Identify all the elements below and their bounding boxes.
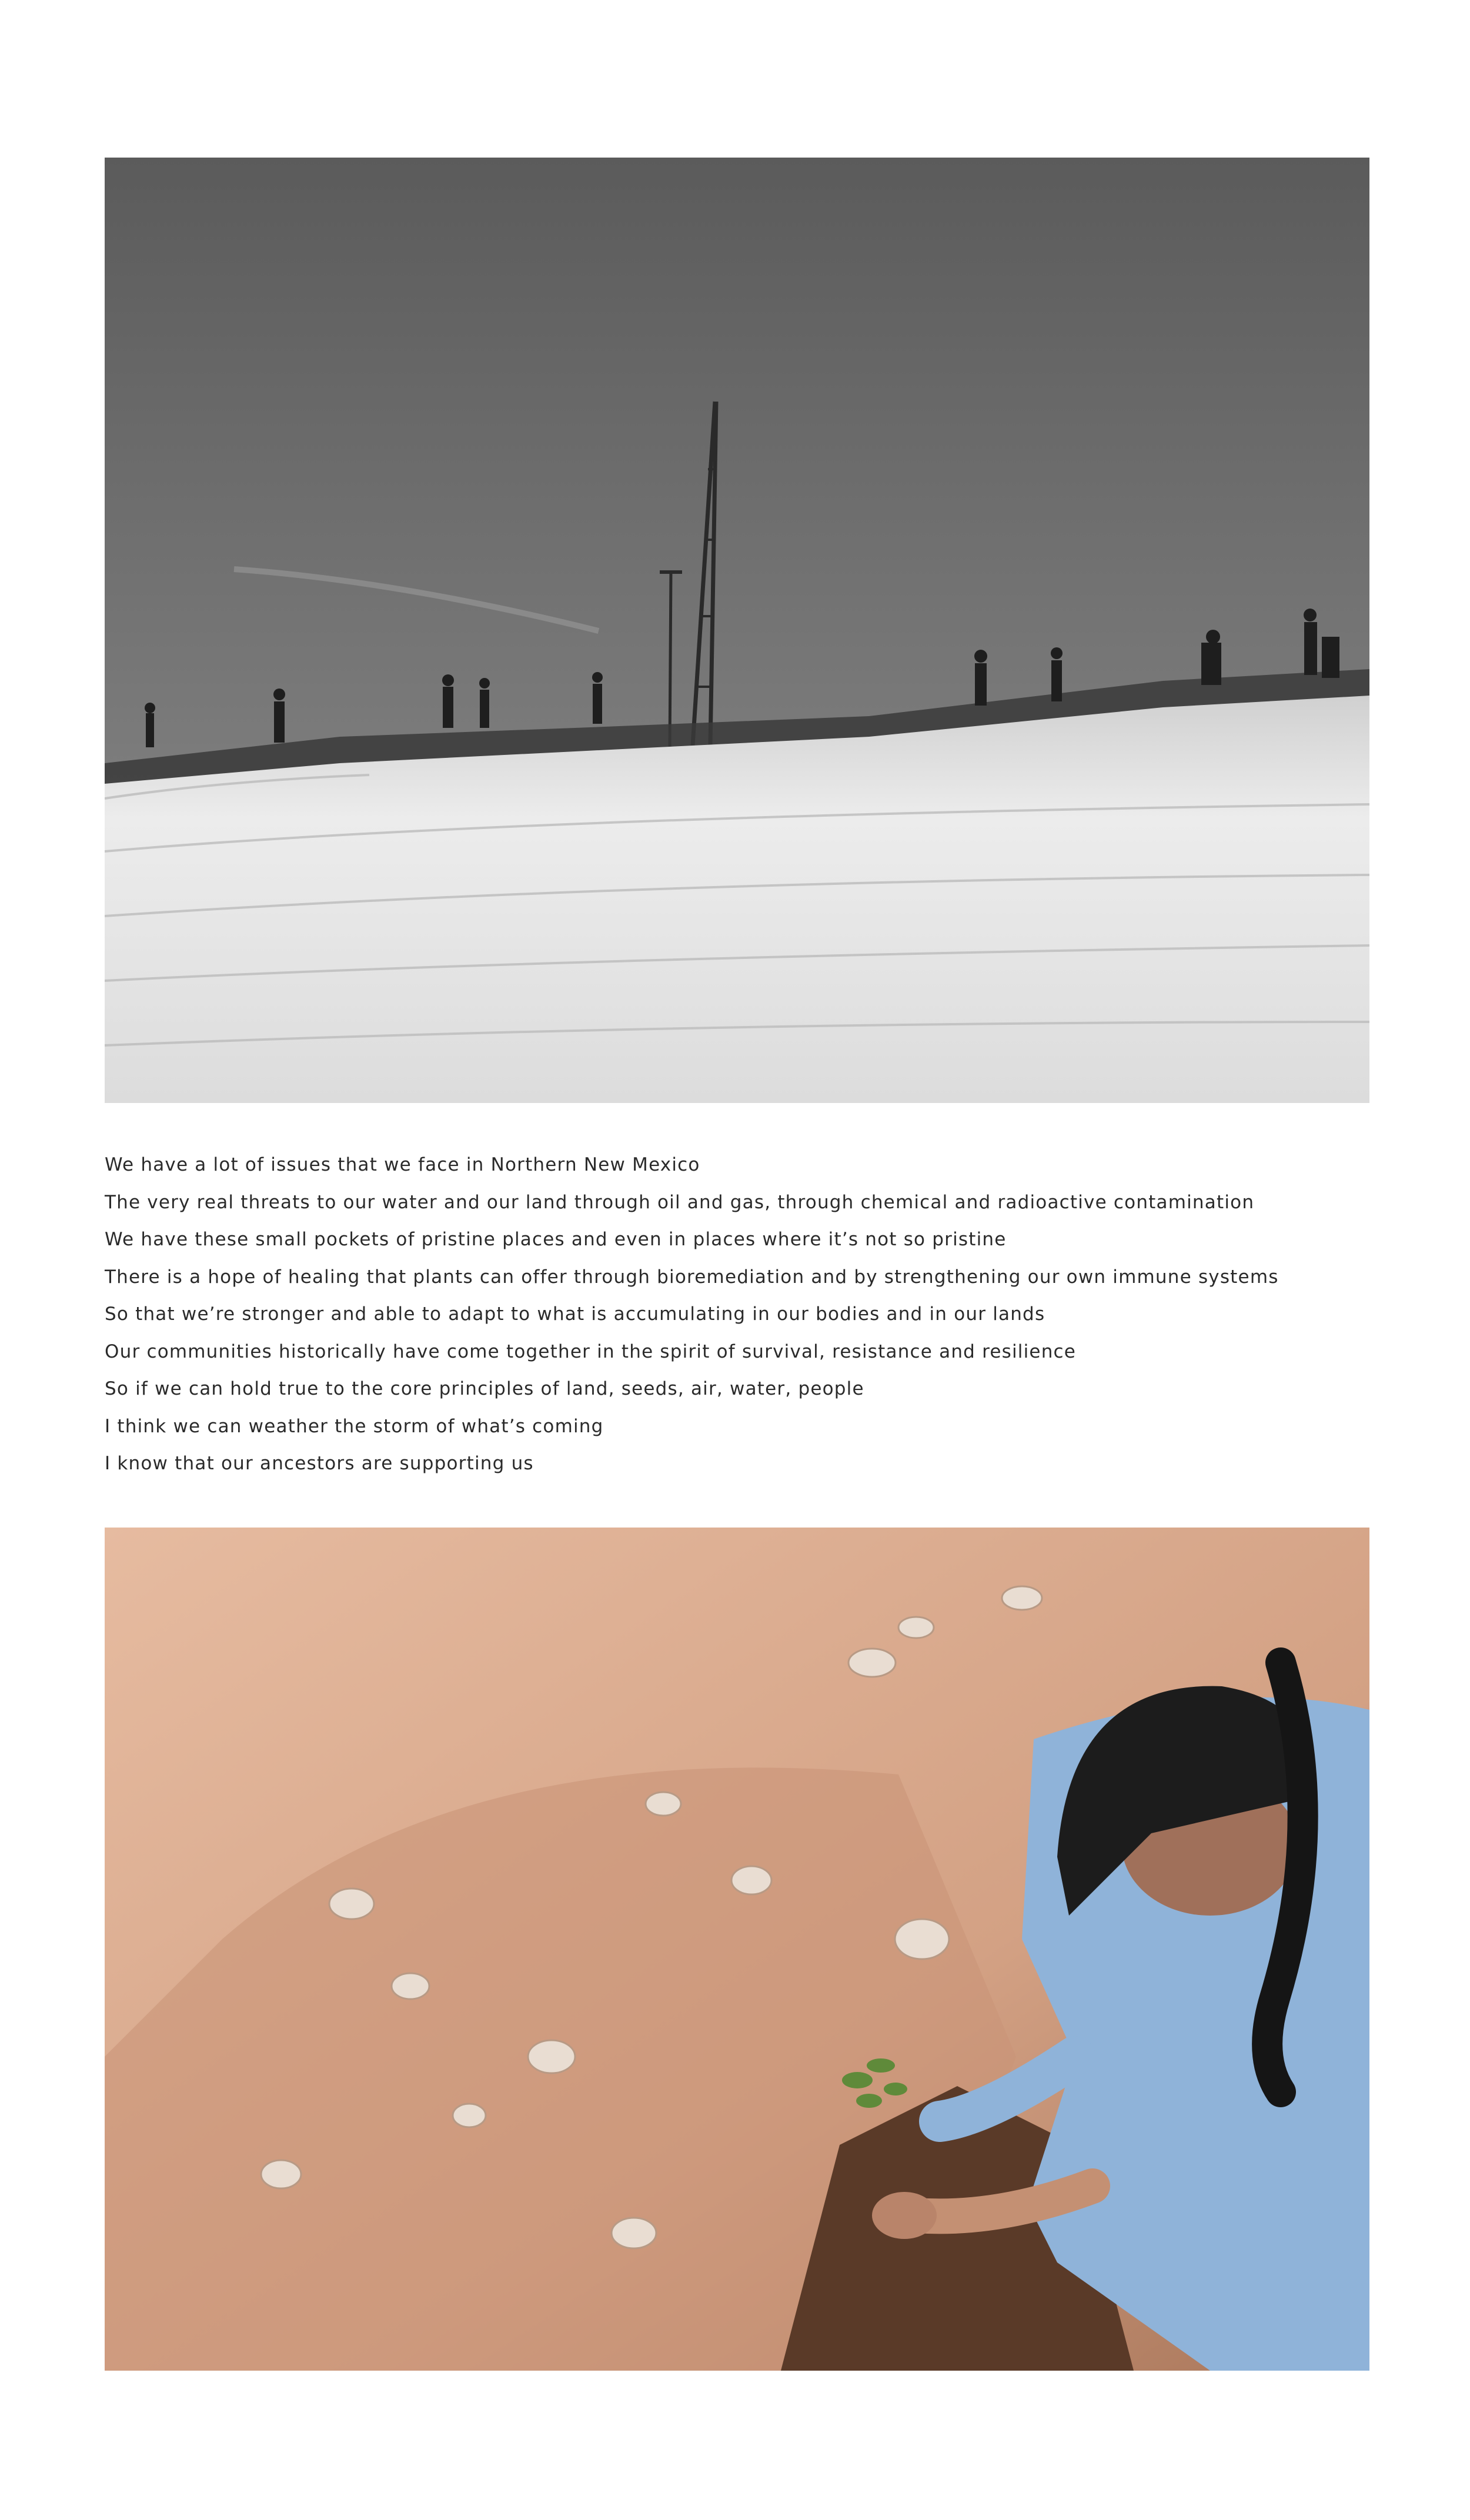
poem-line: There is a hope of healing that plants can offer through bioremediation and by strengthening our own immune systems xyxy=(105,1266,1279,1288)
bottom-photo-image xyxy=(105,1528,1369,2371)
poem-line: So that we’re stronger and able to adapt to what is accumulating in our bodies and in our lands xyxy=(105,1304,1045,1325)
bottom-photo-planting-seedling xyxy=(105,1528,1369,2371)
poem-line: I think we can weather the storm of what’s coming xyxy=(105,1415,604,1437)
poem-line: I know that our ancestors are supporting us xyxy=(105,1453,534,1474)
poem-line: The very real threats to our water and our land through oil and gas, through chemical and radioactive contamination xyxy=(105,1191,1255,1213)
top-photo-image xyxy=(105,158,1369,1103)
poem-line: Our communities historically have come together in the spirit of survival, resistance and resilience xyxy=(105,1341,1077,1362)
top-photo-grayscale-hillside xyxy=(105,158,1369,1103)
poem-line: So if we can hold true to the core principles of land, seeds, air, water, people xyxy=(105,1378,864,1399)
poem-line: We have a lot of issues that we face in Northern New Mexico xyxy=(105,1154,700,1175)
person-hand xyxy=(872,2192,937,2239)
poem-line: We have these small pockets of pristine places and even in places where it’s not so pristine xyxy=(105,1229,1007,1250)
poem-text-block xyxy=(105,1147,1369,1483)
